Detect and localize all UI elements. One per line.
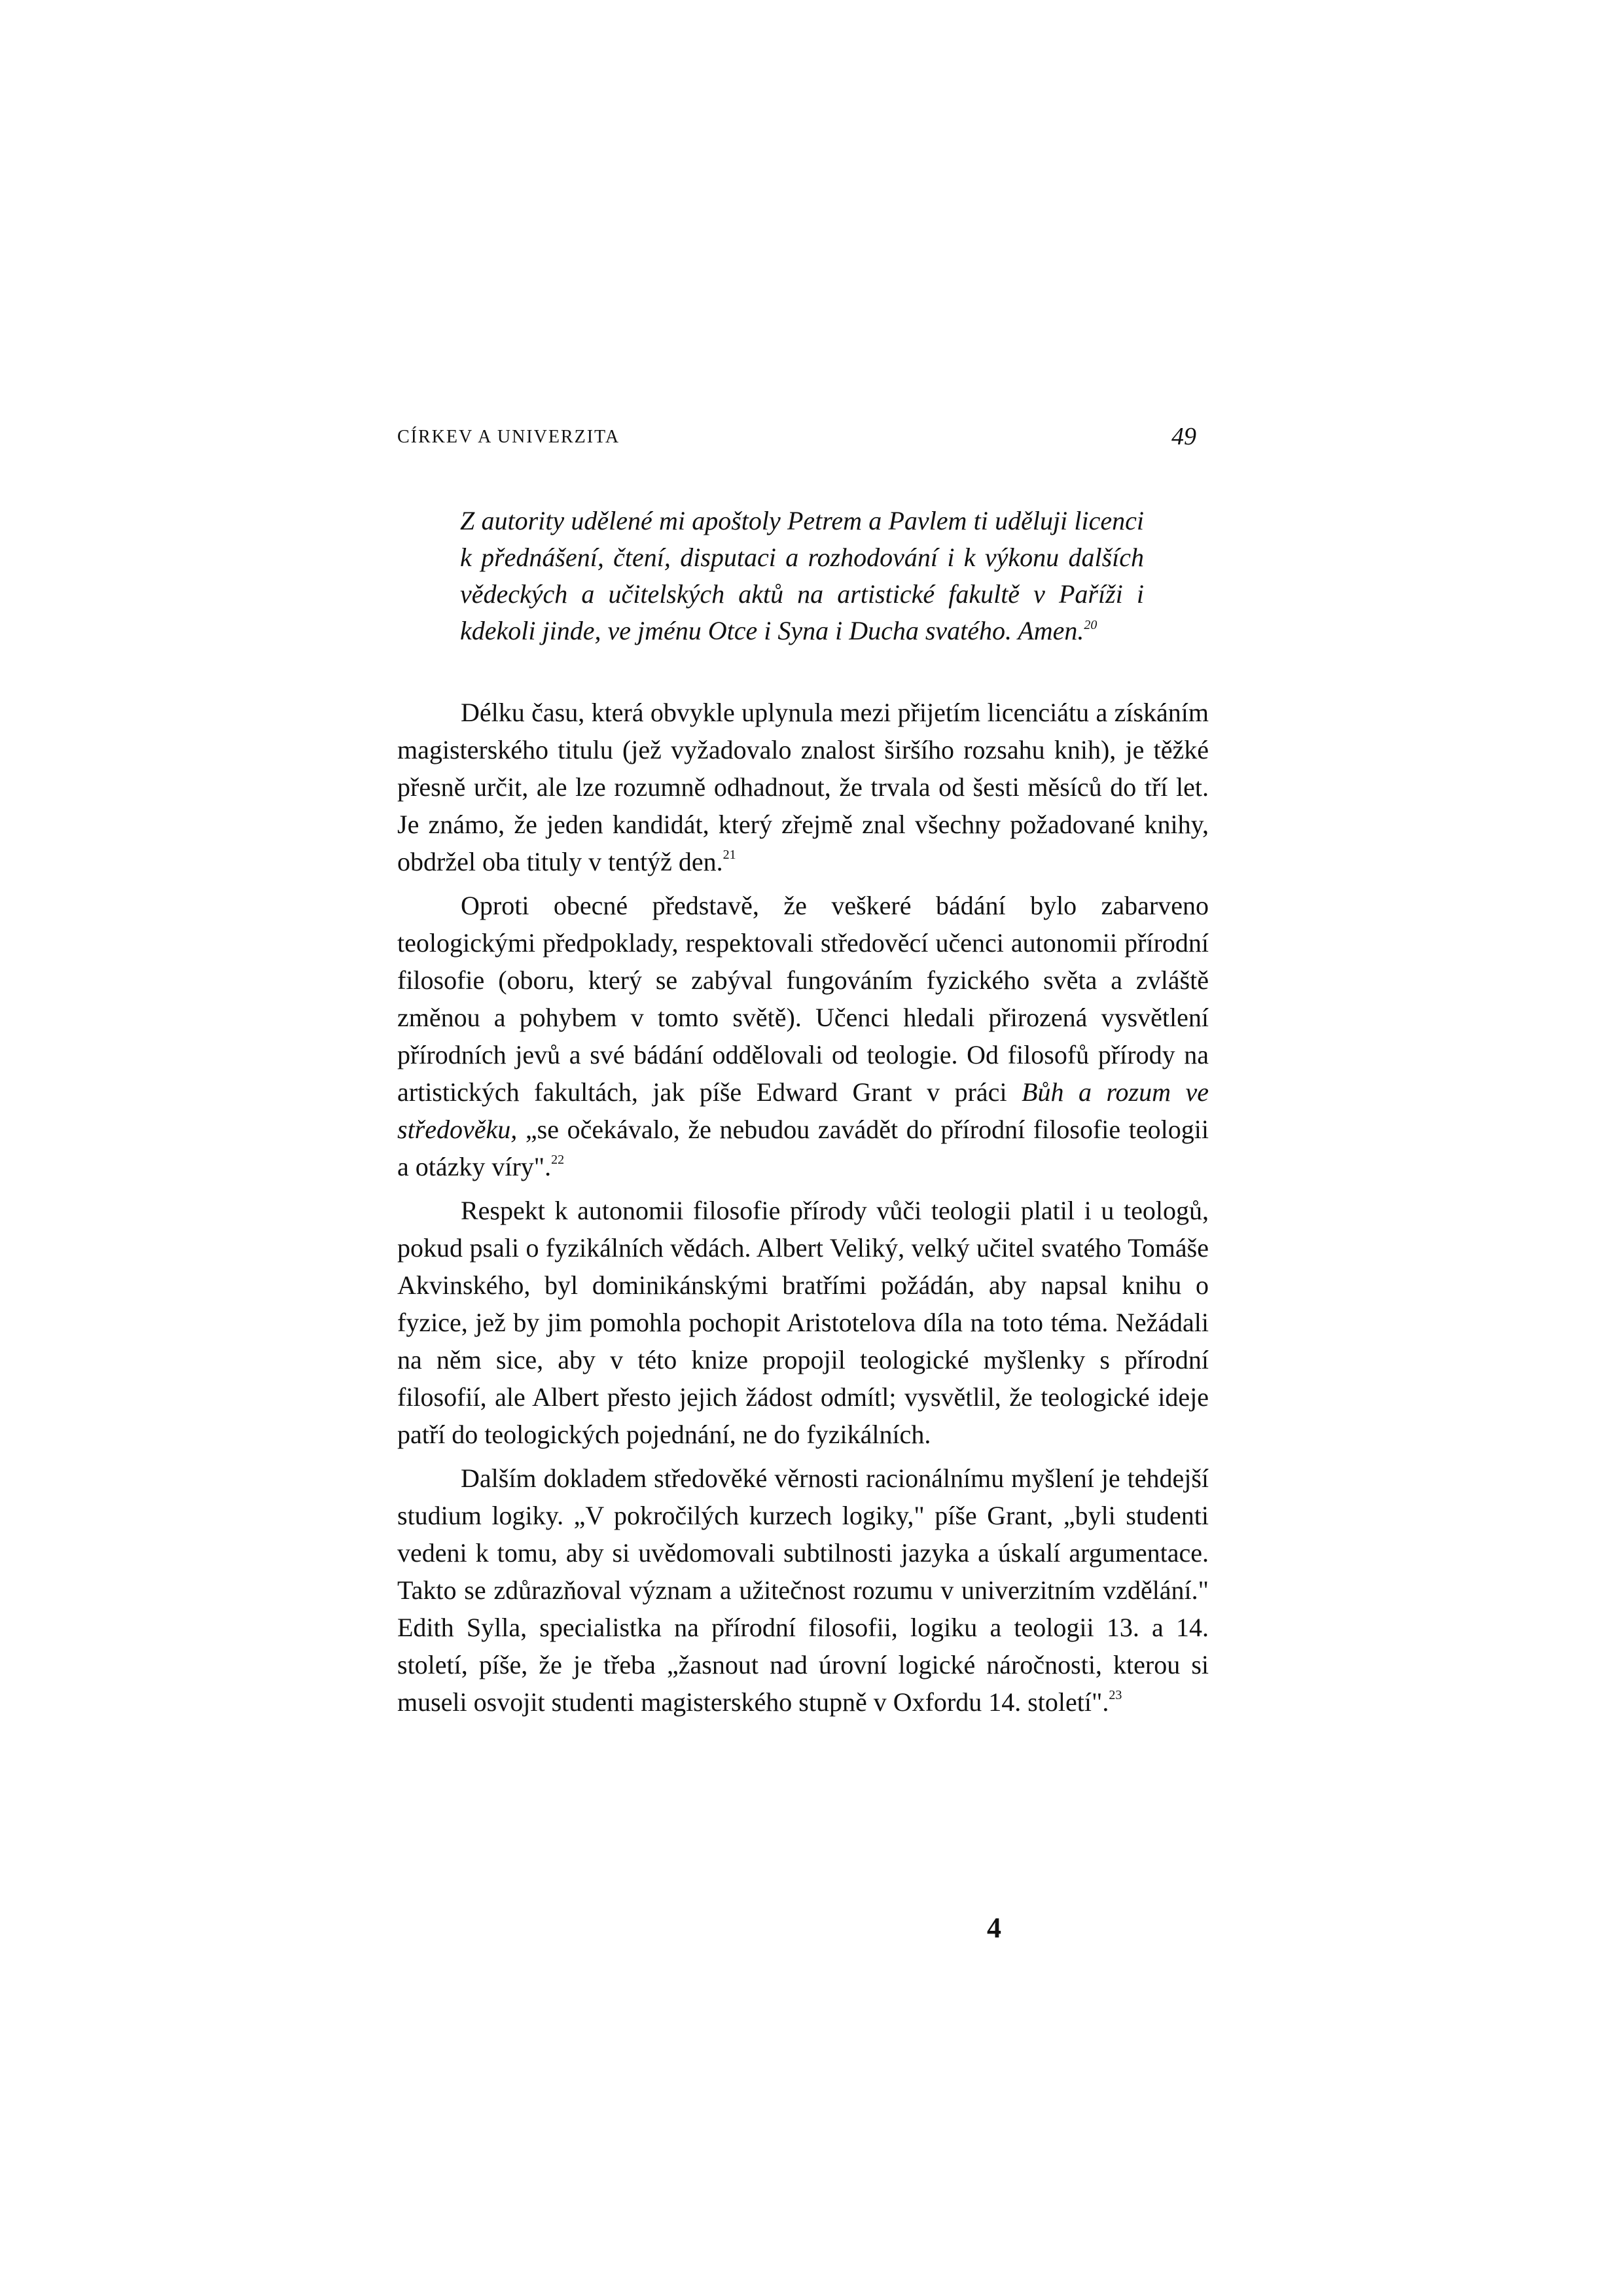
- footnote-ref-20: 20: [1084, 618, 1097, 632]
- paragraph-2-text-before: Oproti obecné představě, že veškeré bádání bylo zabarveno teologickými předpoklady, respektovali středověcí učenci autonomii přírodní filosofie (oboru, který se zabýval fungováním fyzického světa a zvláště změnou a pohybem v tomto světě). Učenci hledali přirozená vysvětlení přírodních jevů a své bádání oddělovali od teologie. Od filosofů přírody na artistických fakultách, jak píše Edward Grant v práci: [397, 891, 1209, 1107]
- book-title: Bůh a rozum ve středověku,: [397, 1077, 1209, 1144]
- signature-mark: 4: [987, 1912, 1001, 1944]
- body-text: [397, 694, 1209, 1727]
- paragraph-2-text-after: „se očekávalo, že nebudou zavádět do přírodní filosofie teologii a otázky víry".: [397, 1115, 1209, 1181]
- paragraph-1: [397, 694, 1209, 880]
- footnote-ref-22: 22: [551, 1153, 565, 1167]
- paragraph-1-text: Délku času, která obvykle uplynula mezi přijetím licenciátu a získáním magisterského titulu (jež vyžadovalo znalost širšího rozsahu knih), je těžké přesně určit, ale lze rozumně odhadnout, že trvala od šesti měsíců do tří let. Je známo, že jeden kandidát, který zřejmě znal všechny požadované knihy, obdržel oba tituly v tentýž den.: [397, 698, 1209, 876]
- epigraph-text: Z autority udělené mi apoštoly Petrem a Pavlem ti uděluji licenci k přednášení, čtení, disputaci a rozhodování i k výkonu dalších vědeckých a učitelských aktů na artistické fakultě v Paříži i kdekoli jinde, ve jménu Otce i Syna i Ducha svatého. Amen.: [460, 506, 1144, 645]
- epigraph-quote: [460, 503, 1144, 649]
- paragraph-3: [397, 1192, 1209, 1453]
- footnote-ref-23: 23: [1109, 1688, 1122, 1702]
- paragraph-4: [397, 1460, 1209, 1721]
- footnote-ref-21: 21: [722, 848, 736, 862]
- running-head-title: CÍRKEV A UNIVERZITA: [397, 427, 620, 447]
- page-number: 49: [1171, 423, 1196, 450]
- paragraph-3-text: Respekt k autonomii filosofie přírody vůči teologii platil i u teologů, pokud psali o fyzikálních vědách. Albert Veliký, velký učitel svatého Tomáše Akvinského, byl dominikánskými bratřími požádán, aby napsal knihu o fyzice, jež by jim pomohla pochopit Aristotelova díla na toto téma. Nežádali na něm sice, aby v této knize propojil teologické myšlenky s přírodní filosofií, ale Albert přesto jejich žádost odmítl; vysvětlil, že teologické ideje patří do teologických pojednání, ne do fyzikálních.: [397, 1196, 1209, 1449]
- paragraph-2: [397, 887, 1209, 1185]
- paragraph-4-text: Dalším dokladem středověké věrnosti racionálnímu myšlení je tehdejší studium logiky. „V pokročilých kurzech logiky," píše Grant, „byli studenti vedeni k tomu, aby si uvědomovali subtilnosti jazyka a úskalí argumentace. Takto se zdůrazňoval význam a užitečnost rozumu v univerzitním vzdělání." Edith Sylla, specialistka na přírodní filosofii, logiku a teologii 13. a 14. století, píše, že je třeba „žasnout nad úrovní logické náročnosti, kterou si museli osvojit studenti magisterského stupně v Oxfordu 14. století".: [397, 1463, 1209, 1717]
